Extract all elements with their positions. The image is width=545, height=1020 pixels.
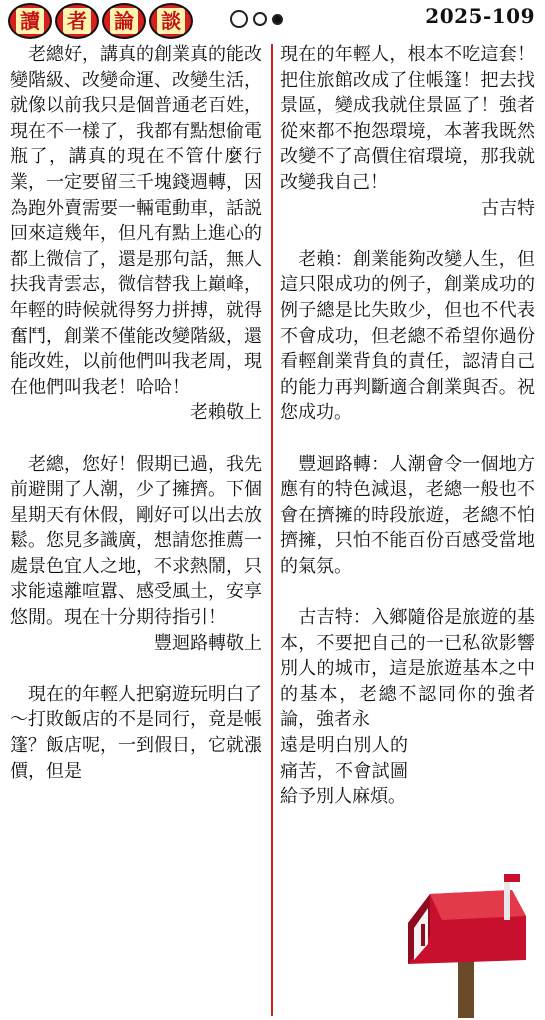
section-title-badges <box>8 3 193 39</box>
reader-letter: 老總，您好！假期已過，我先前避開了人潮，少了擁擠。下個星期天有休假，剛好可以出去放鬆。您見多識廣，想請您推薦一處景色宜人之地，不求熱鬧，只求能遠離喧囂、感受風土，安享悠閒。現在十分期待指引！ <box>10 453 262 629</box>
column-divider <box>271 44 273 1016</box>
title-badge <box>8 3 52 39</box>
circle-icon <box>253 12 267 26</box>
left-column <box>10 42 262 784</box>
reader-letter-continued: 現在的年輕人，根本不吃這套！把住旅館改成了住帳篷！把去找景區，變成我就住景區了！強者從來都不抱怨環境，本著我既然改變不了高價住宿環境，那我就改變我自己！ <box>280 44 535 193</box>
title-badge <box>149 3 193 39</box>
right-column <box>280 42 535 810</box>
editor-reply: 老賴：創業能夠改變人生，但這只限成功的例子，創業成功的例子總是比失敗少，但也不代表不會成功，但老總不希望你過份看輕創業背負的責任，認清自己的能力再判斷適合創業與否。祝您成功。 <box>280 248 536 424</box>
letter-signature: 古吉特 <box>481 197 535 219</box>
circle-icon <box>230 10 248 28</box>
title-char: 讀 <box>16 8 44 34</box>
title-badge <box>55 3 99 39</box>
editor-reply-end: 遠是明白別人的痛苦，不會試圖給予別人麻煩。 <box>280 735 408 808</box>
editor-reply: 古吉特：入鄉隨俗是旅遊的基本，不要把自己的一已私欲影響別人的城市，這是旅遊基本之中的基本，老總不認同你的強者論，強者永 <box>280 607 536 731</box>
reader-letter: 老總好，講真的創業真的能改變階級、改變命運、改變生活，就像以前我只是個普通老百姓，現在不一樣了，我都有點想偷電瓶了，講真的現在不管什麼行業，一定要留三千塊錢週轉，因為跑外賣需要一輛電動車，話説回來這幾年，但凡有點上進心的都上微信了，還是那句話，無人扶我青雲志，微信替我上巔峰，年輕的時候就得努力拼搏，就得奮鬥，創業不僅能改變階級，還能改姓，以前他們叫我老周，現在他們叫我老！哈哈！ <box>10 44 262 398</box>
editor-reply: 豐迴路轉：人潮會令一個地方應有的特色減退，老總一般也不會在擠擁的時段旅遊，老總不怕擠擁，只怕不能百份百感受當地的氣氛。 <box>280 453 536 577</box>
filled-circle-icon <box>272 14 283 25</box>
title-badge <box>102 3 146 39</box>
issue-number: 2025-109 <box>425 4 535 28</box>
mailbox-icon <box>400 868 530 1018</box>
decorative-dots <box>230 10 283 28</box>
title-char: 者 <box>63 8 91 34</box>
header <box>0 0 545 40</box>
title-char: 談 <box>157 8 185 34</box>
letter-signature: 老賴敬上 <box>190 402 262 424</box>
letter-signature: 豐迴路轉敬上 <box>154 632 262 654</box>
title-char: 論 <box>110 8 138 34</box>
reader-letter: 現在的年輕人把窮遊玩明白了～打敗飯店的不是同行，竟是帳篷？飯店呢，一到假日，它就漲價，但是 <box>10 683 262 782</box>
